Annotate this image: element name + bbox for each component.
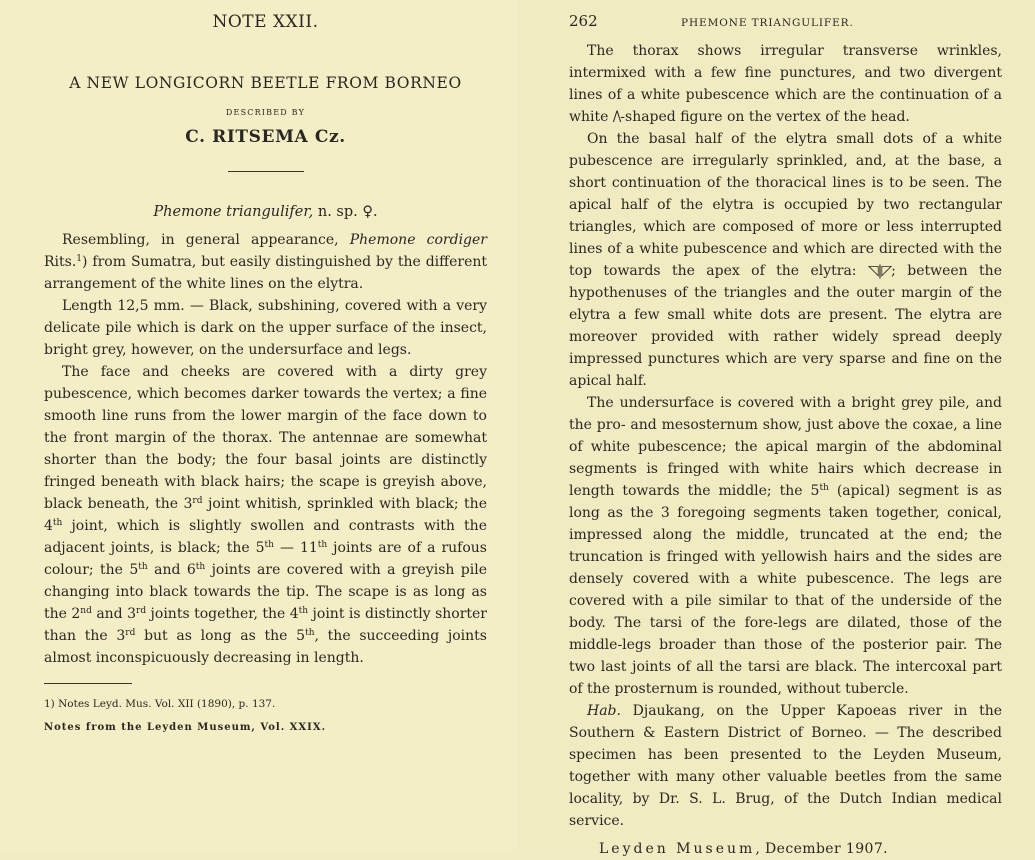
footnote: 1) Notes Leyd. Mus. Vol. XII (1890), p. 137. xyxy=(44,698,276,710)
article-title: A NEW LONGICORN BEETLE FROM BORNEO xyxy=(69,74,462,92)
paragraph-elytra: On the basal half of the elytra small dots of a white pubescence are irregularly sprinkled, and, at the base, a short continuation of the thoracical lines is to be seen. The apical half of the elytra is occupied by two rectangular triangles, which are composed of more or less interrupted lines of a white pubescence and which are directed with the top towards the apex of the elytra: ◹|◸; between the hypothenuses of the triangles and the outer margin of the elytra a few small white dots are present. The elytra are moreover provided with rather widely spread deeply impressed punctures which are very sparse and fine on the apical half. xyxy=(569,131,1002,389)
page-number: 262 xyxy=(569,12,598,30)
title-rule xyxy=(228,171,304,172)
signoff: Leyden Museum, December 1907. xyxy=(599,841,889,857)
author-name: C. RITSEMA Cz. xyxy=(185,127,346,147)
lambda-shape-glyph: /\ xyxy=(612,109,621,125)
paragraph-length: Length 12,5 mm. — Black, subshining, covered with a very delicate pile which is dark on the upper surface of the insect, bright grey, however, on the undersurface and legs. xyxy=(44,298,487,358)
footnote-ref: 1 xyxy=(76,254,83,264)
running-head: PHEMONE TRIANGULIFER. xyxy=(681,17,854,29)
species-tail: n. sp. ♀. xyxy=(313,204,378,220)
footnote-rule xyxy=(44,683,132,684)
species-name: Phemone triangulifer, xyxy=(153,204,314,220)
note-heading: NOTE XXII. xyxy=(212,12,319,32)
running-header xyxy=(569,12,1002,34)
paragraph-habitat: Hab. Djaukang, on the Upper Kapoeas river in the Southern & Eastern District of Borneo. — The described specimen has been presented to the Leyden Museum, together with many other valuable beetles from the same locality, by Dr. S. L. Brug, of the Dutch Indian medical service. xyxy=(569,703,1002,829)
described-by: DESCRIBED BY xyxy=(225,108,306,117)
paragraph-resembling: Resembling, in general appearance, Phemone cordiger Rits.$^1$) from Sumatra, but easily distinguished by the different arrangement of the white lines on the elytra. xyxy=(44,232,487,292)
species-heading xyxy=(44,204,487,220)
right-page xyxy=(517,0,1034,857)
triangles-figure-glyph: ◹|◸ xyxy=(867,263,892,279)
journal-line: Notes from the Leyden Museum, Vol. XXIX. xyxy=(44,722,327,733)
paragraph-thorax: The thorax shows irregular transverse wrinkles, intermixed with a few fine punctures, and two divergent lines of a white pubescence which are the continuation of a white /\-shaped figure on the vertex of the head. xyxy=(569,43,1002,125)
paragraph-undersurface: The undersurface is covered with a bright grey pile, and the pro- and mesosternum show, just above the coxae, a line of white pubescence; the apical margin of the abdominal segments is fringed with white hairs which decrease in length towards the middle; the 5th (apical) segment is as long as the 3 foregoing segments taken together, conical, impressed along the middle, truncated at the end; the truncation is fringed with yellowish hairs and the sides are densely covered with a white pubescence. The legs are covered with a pile similar to that of the underside of the body. The tarsi of the fore-legs are dilated, those of the middle-legs broader than those of the posterior pair. The two last joints of all the tarsi are black. The intercoxal part of the prosternum is rounded, without tubercle. xyxy=(569,395,1002,697)
paragraph-face: The face and cheeks are covered with a dirty grey pubescence, which becomes darker towards the vertex; a fine smooth line runs from the lower margin of the face down to the front margin of the thorax. The antennae are somewhat shorter than the body; the four basal joints are distinctly fringed beneath with black hairs; the scape is greyish above, black beneath, the 3rd joint whitish, sprinkled with black; the 4th joint, which is slightly swollen and contrasts with the adjacent joints, is black; the 5th — 11th joints are of a rufous colour; the 5th and 6th joints are covered with a greyish pile changing into black towards the tip. The scape is as long as the 2nd and 3rd joints together, the 4th joint is distinctly shorter than the 3rd but as long as the 5th, the succeeding joints almost inconspicuously decreasing in length. xyxy=(44,364,488,666)
left-page xyxy=(0,0,517,850)
